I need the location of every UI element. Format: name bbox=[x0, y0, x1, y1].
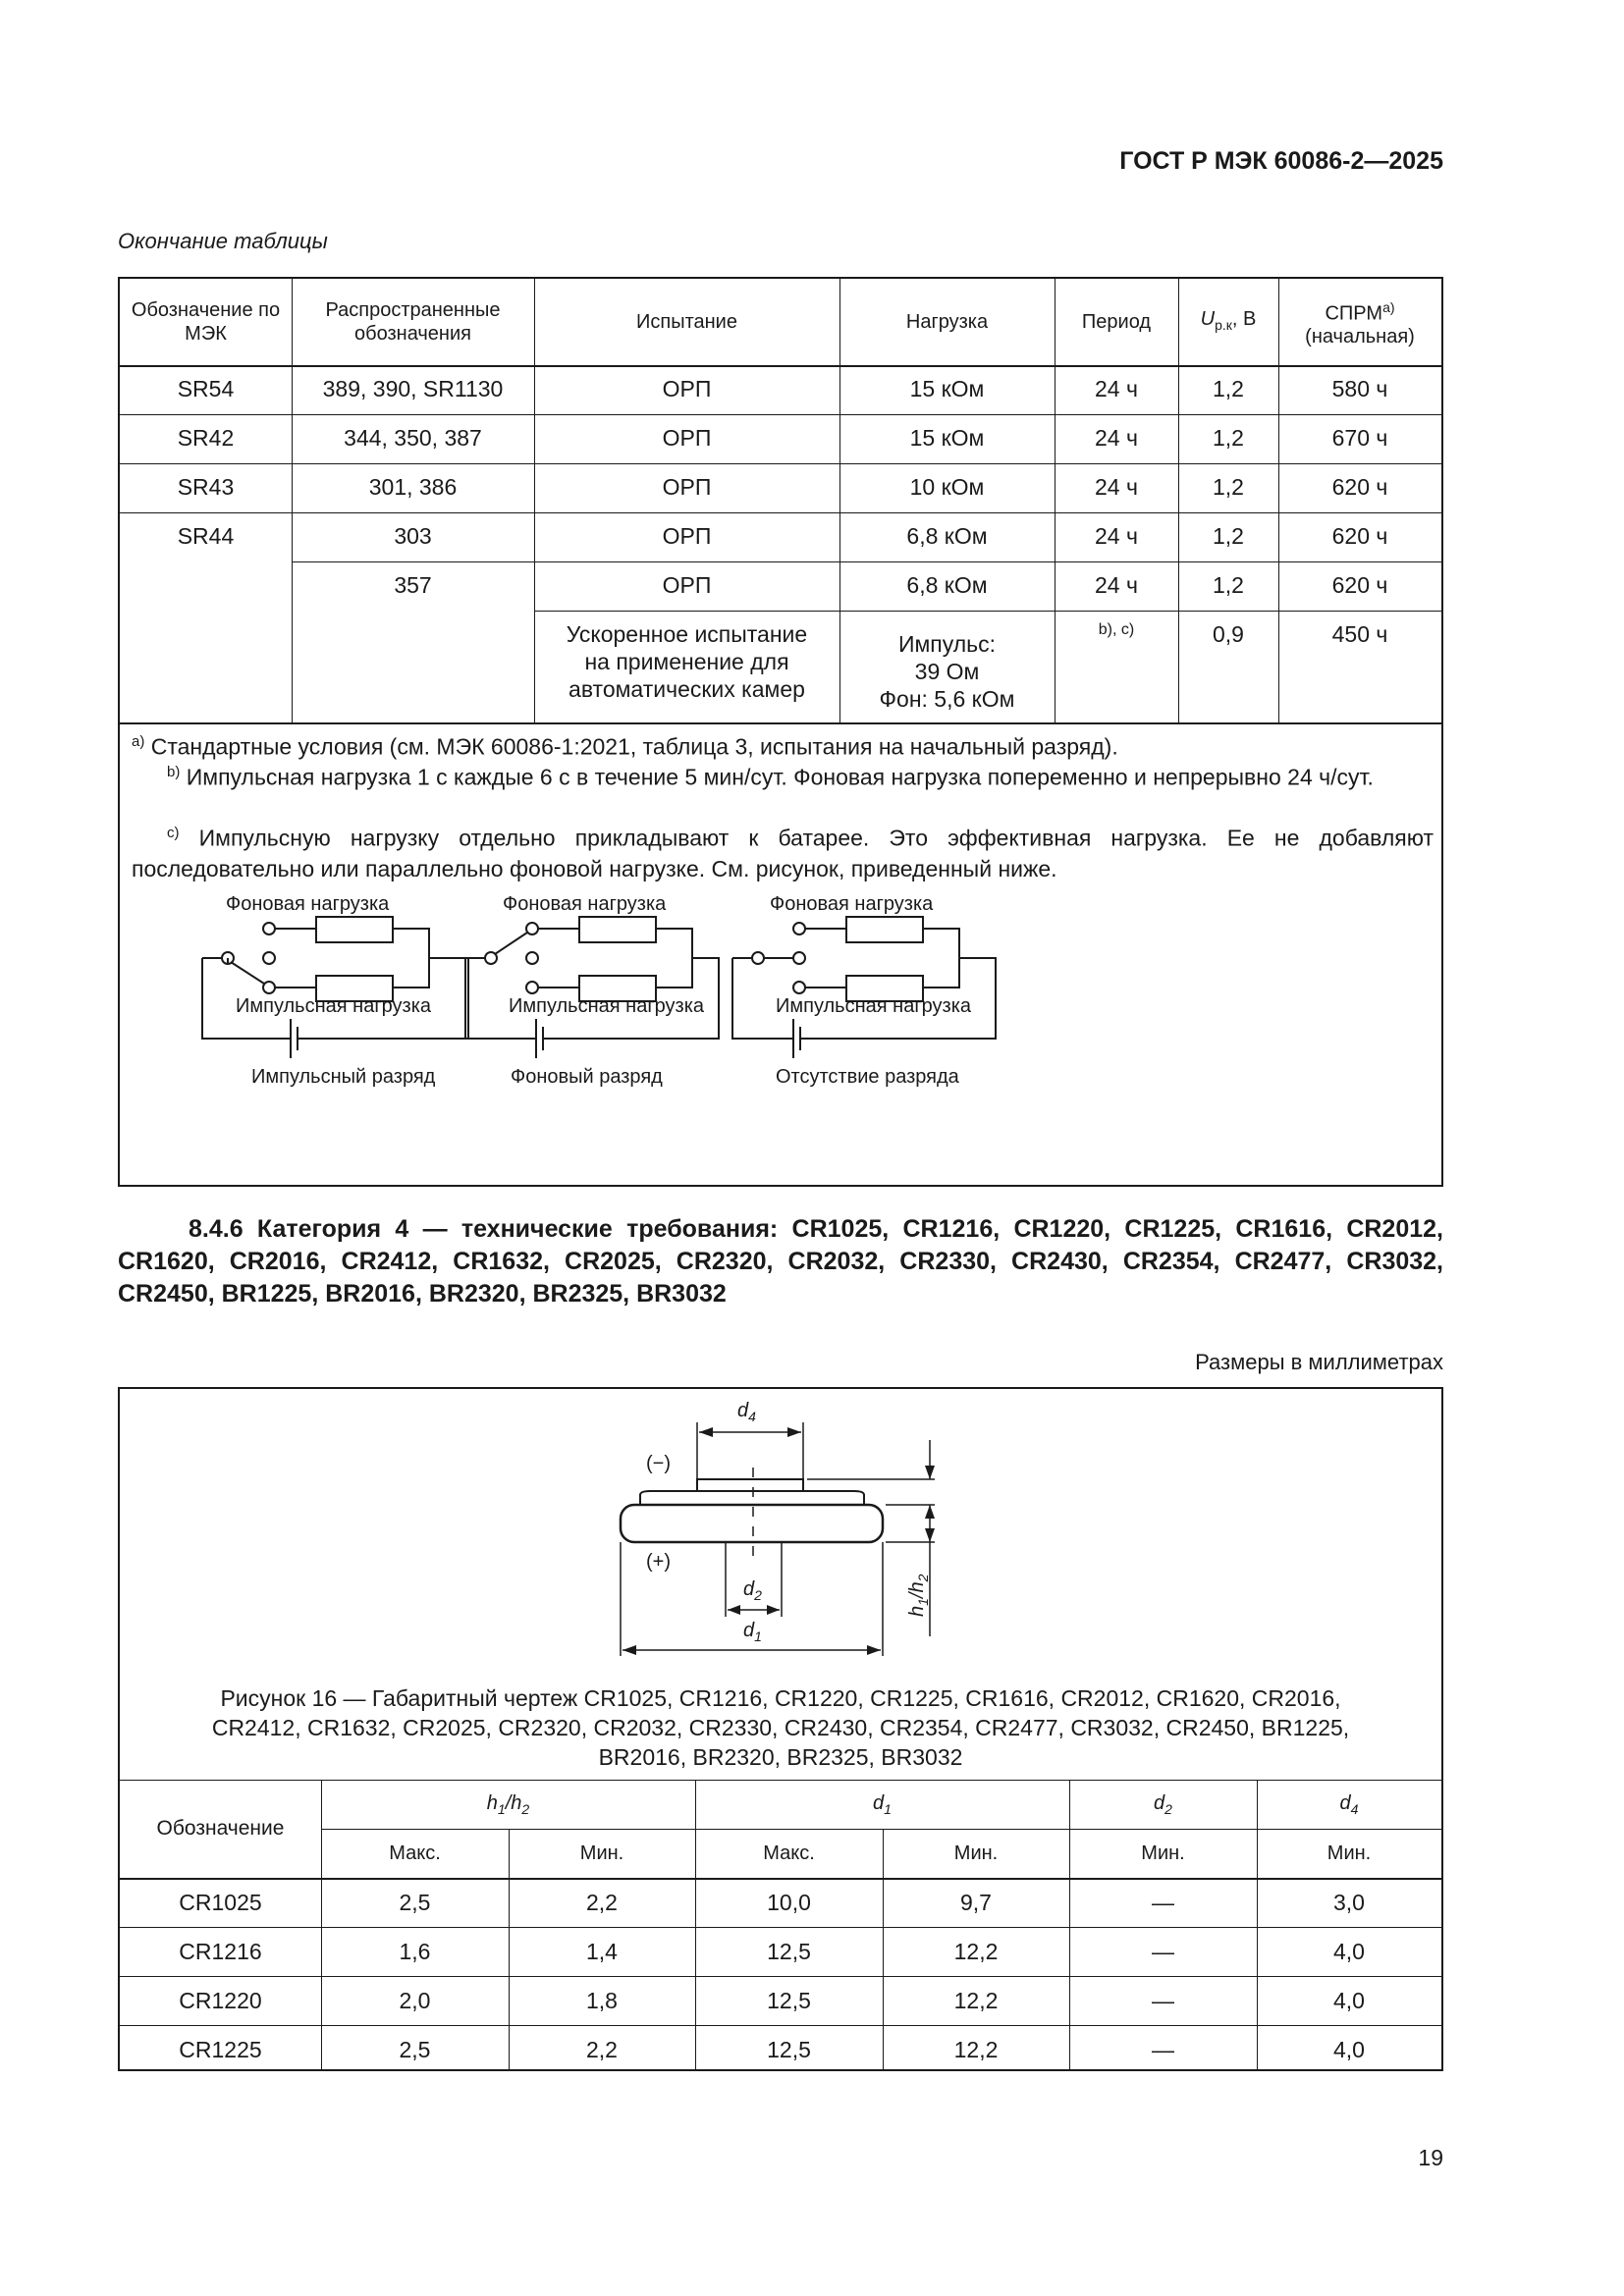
circuit-diagram-background bbox=[442, 893, 705, 1203]
t1-cell-period: 24 ч bbox=[1095, 572, 1138, 598]
t2-sub-min: Мин. bbox=[953, 1842, 999, 1864]
load-line: Фон: 5,6 кОм bbox=[879, 686, 1015, 712]
t2-cell: — bbox=[1152, 1987, 1174, 2013]
header-voltage: $U_{р.к}$, В bbox=[1200, 308, 1257, 333]
t1-cell-voltage: 0,9 bbox=[1213, 621, 1244, 647]
t1-cell-test: ОРП bbox=[662, 523, 712, 549]
t2-cell: 2,2 bbox=[586, 1889, 618, 1915]
t2-cell: 9,7 bbox=[960, 1889, 992, 1915]
t1-cell-common: 357 bbox=[394, 572, 432, 598]
t1-cell-mad: 620 ч bbox=[1331, 523, 1388, 549]
label-d4: $d_4$ bbox=[737, 1400, 756, 1424]
t2-row-designation: CR1025 bbox=[179, 1889, 262, 1915]
t1-cell-test: Ускоренное испытание на применение для автоматических камер bbox=[566, 621, 808, 702]
t1-cell-mad: 670 ч bbox=[1331, 425, 1388, 451]
label-minus: (−) bbox=[646, 1453, 671, 1474]
t1-cell-period: 24 ч bbox=[1095, 523, 1138, 549]
t2-header-h1h2: $h_1/h_2$ bbox=[486, 1791, 530, 1817]
t2-cell: 1,4 bbox=[586, 1938, 618, 1964]
t1-cell-period: 24 ч bbox=[1095, 425, 1138, 451]
figure-16-caption-line-2: CR2412, CR1632, CR2025, CR2320, CR2032, CR2330, CR2430, CR2354, CR2477, CR3032, CR2450, BR1225, bbox=[211, 1715, 1350, 1740]
t2-cell: 12,2 bbox=[953, 1987, 999, 2013]
figure-16-caption-line-1: Рисунок 16 — Габаритный чертеж CR1025, CR1216, CR1220, CR1225, CR1616, CR2012, CR1620, CR2016, bbox=[220, 1685, 1341, 1711]
t1-cell-common: 344, 350, 387 bbox=[344, 425, 482, 451]
t1-cell-iec bbox=[120, 620, 292, 722]
diagram-bottom-label: Фоновый разряд bbox=[511, 1066, 663, 1088]
diagram-top-label: Фоновая нагрузка bbox=[770, 893, 934, 915]
coin-cell-drawing bbox=[120, 1389, 1441, 1693]
t2-header-d4: $d_4$ bbox=[1339, 1791, 1359, 1817]
t1-cell-voltage: 1,2 bbox=[1213, 572, 1244, 598]
t2-cell: 12,2 bbox=[953, 2036, 999, 2062]
t2-cell: 4,0 bbox=[1333, 1987, 1365, 2013]
t1-cell-load: 6,8 кОм bbox=[906, 523, 988, 549]
diagram-mid-label: Импульсная нагрузка bbox=[509, 995, 705, 1017]
t2-sub-min: Мин. bbox=[1326, 1842, 1372, 1864]
figure-16-caption-line-3: BR2016, BR2320, BR2325, BR3032 bbox=[598, 1744, 963, 1770]
t1-cell-load bbox=[839, 620, 1055, 722]
t1-cell-mad: 450 ч bbox=[1331, 621, 1388, 647]
t2-cell: 12,5 bbox=[767, 1987, 811, 2013]
t2-cell: 12,5 bbox=[767, 2036, 811, 2062]
t1-cell-mad: 620 ч bbox=[1331, 474, 1388, 500]
t2-cell: 2,5 bbox=[399, 2036, 431, 2062]
t1-cell-common: 389, 390, SR1130 bbox=[322, 376, 504, 401]
footnote-a: $^{а)}$ Стандартные условия (см. МЭК 60086-1:2021, таблица 3, испытания на начальный разряд). bbox=[132, 733, 1118, 760]
t1-cell-test: ОРП bbox=[662, 425, 712, 451]
t1-cell-test: ОРП bbox=[662, 572, 712, 598]
header-common: Распространенные обозначения bbox=[325, 299, 501, 345]
label-plus: (+) bbox=[646, 1551, 671, 1573]
t2-sub-min: Мин. bbox=[579, 1842, 624, 1864]
t1-cell-test: ОРП bbox=[662, 474, 712, 500]
t1-cell-load: 15 кОм bbox=[909, 425, 985, 451]
t2-header-d2: $d_2$ bbox=[1154, 1791, 1172, 1817]
test-conditions-table bbox=[118, 277, 1443, 1187]
t2-sub-min: Мин. bbox=[1141, 1842, 1185, 1864]
t2-row-designation: CR1220 bbox=[179, 1987, 262, 2013]
circuit-diagram-none bbox=[709, 893, 972, 1203]
t2-header-designation: Обозначение bbox=[156, 1817, 285, 1840]
diagram-mid-label: Импульсная нагрузка bbox=[776, 995, 972, 1017]
header-iec: Обозначение по МЭК bbox=[131, 299, 281, 345]
load-line: Импульс: bbox=[897, 631, 997, 657]
t2-cell: 2,5 bbox=[399, 1889, 431, 1915]
label-h1-h2: $h_1/h_2$ bbox=[906, 1574, 931, 1617]
diagram-bottom-label: Отсутствие разряда bbox=[776, 1066, 959, 1088]
t1-cell-test: ОРП bbox=[662, 376, 712, 401]
t2-cell: 1,8 bbox=[586, 1987, 618, 2013]
t1-cell-period: 24 ч bbox=[1095, 474, 1138, 500]
t2-sub-max: Макс. bbox=[763, 1842, 815, 1864]
label-d1: $d_1$ bbox=[743, 1620, 762, 1644]
diagram-bottom-label: Импульсный разряд bbox=[251, 1066, 436, 1088]
t2-cell: 1,6 bbox=[399, 1938, 431, 1964]
section-heading-8-4-6: 8.4.6 Категория 4 — технические требования: CR1025, CR1216, CR1220, CR1225, CR1616, CR2012, CR1620, CR2016, CR2412, CR1632, CR2025, CR2320, CR2032, CR2330, CR2430, CR2354, CR2477, CR3032, CR2450, BR1225, BR2016, BR2320, BR2325, BR3032 bbox=[118, 1215, 1443, 1308]
t1-cell-mad: 580 ч bbox=[1331, 376, 1388, 401]
t1-cell-voltage: 1,2 bbox=[1213, 425, 1244, 451]
t2-cell: 4,0 bbox=[1333, 1938, 1365, 1964]
diagram-top-label: Фоновая нагрузка bbox=[503, 893, 667, 915]
t2-cell: 2,0 bbox=[399, 1987, 431, 2013]
table-continuation-label: Окончание таблицы bbox=[118, 229, 328, 253]
t2-cell: — bbox=[1152, 2036, 1174, 2062]
t1-cell-common bbox=[292, 620, 534, 722]
t2-sub-max: Макс. bbox=[389, 1842, 441, 1864]
header-test: Испытание bbox=[636, 311, 737, 333]
figure-16-frame bbox=[118, 1387, 1443, 2071]
t1-cell-mad: 620 ч bbox=[1331, 572, 1388, 598]
page-number: 19 bbox=[1418, 2145, 1443, 2170]
header-mad: $СПРМ^{а)}$ (начальная) bbox=[1305, 298, 1415, 348]
document-header: ГОСТ Р МЭК 60086-2—2025 bbox=[1119, 147, 1443, 175]
t2-cell: 4,0 bbox=[1333, 2036, 1365, 2062]
dimensions-note: Размеры в миллиметрах bbox=[1195, 1350, 1443, 1374]
circuit-diagram-pulse bbox=[179, 893, 436, 1203]
load-line: 39 Ом bbox=[914, 659, 980, 684]
t2-cell: — bbox=[1152, 1938, 1174, 1964]
t1-cell-common: 301, 386 bbox=[368, 474, 458, 500]
t2-row-designation: CR1225 bbox=[179, 2036, 262, 2062]
t1-cell-load: 15 кОм bbox=[909, 376, 985, 401]
header-period: Период bbox=[1081, 311, 1152, 333]
t1-cell-voltage: 1,2 bbox=[1213, 376, 1244, 401]
t1-cell-iec: SR43 bbox=[177, 474, 235, 500]
t2-cell: 10,0 bbox=[767, 1889, 811, 1915]
diagram-mid-label: Импульсная нагрузка bbox=[236, 995, 432, 1017]
t1-cell-common: 303 bbox=[394, 523, 432, 549]
t2-header-d1: $d_1$ bbox=[873, 1791, 892, 1817]
t1-cell-iec: SR54 bbox=[177, 376, 235, 401]
t2-cell: 3,0 bbox=[1333, 1889, 1365, 1915]
t1-cell-period: b), c) bbox=[1098, 621, 1135, 638]
diagram-top-label: Фоновая нагрузка bbox=[226, 893, 390, 915]
t2-cell: 12,2 bbox=[953, 1938, 999, 1964]
t2-cell: — bbox=[1152, 1889, 1174, 1915]
t1-cell-iec: SR42 bbox=[177, 425, 235, 451]
footnote-c: $^{c)}$ Импульсную нагрузку отдельно прикладывают к батарее. Это эффективная нагрузка. Ее не добавляют последовательно или параллельно фоновой нагрузке. См. рисунок, приведенный ниже. bbox=[132, 825, 1434, 881]
t2-cell: 12,5 bbox=[767, 1938, 811, 1964]
t1-cell-iec: SR44 bbox=[177, 523, 235, 549]
t1-cell-load: 10 кОм bbox=[909, 474, 985, 500]
t1-cell-voltage: 1,2 bbox=[1213, 523, 1244, 549]
label-d2: $d_2$ bbox=[743, 1578, 762, 1603]
t1-cell-iec bbox=[120, 571, 292, 611]
t2-row-designation: CR1216 bbox=[179, 1938, 262, 1964]
t1-cell-voltage: 1,2 bbox=[1213, 474, 1244, 500]
footnote-b: $^{b)}$ Импульсная нагрузка 1 с каждые 6 с в течение 5 мин/сут. Фоновая нагрузка попеременно и непрерывно 24 ч/сут. bbox=[167, 764, 1374, 790]
t2-cell: 2,2 bbox=[586, 2036, 618, 2062]
header-load: Нагрузка bbox=[905, 311, 989, 333]
t1-cell-period: 24 ч bbox=[1095, 376, 1138, 401]
t1-cell-load: 6,8 кОм bbox=[906, 572, 988, 598]
